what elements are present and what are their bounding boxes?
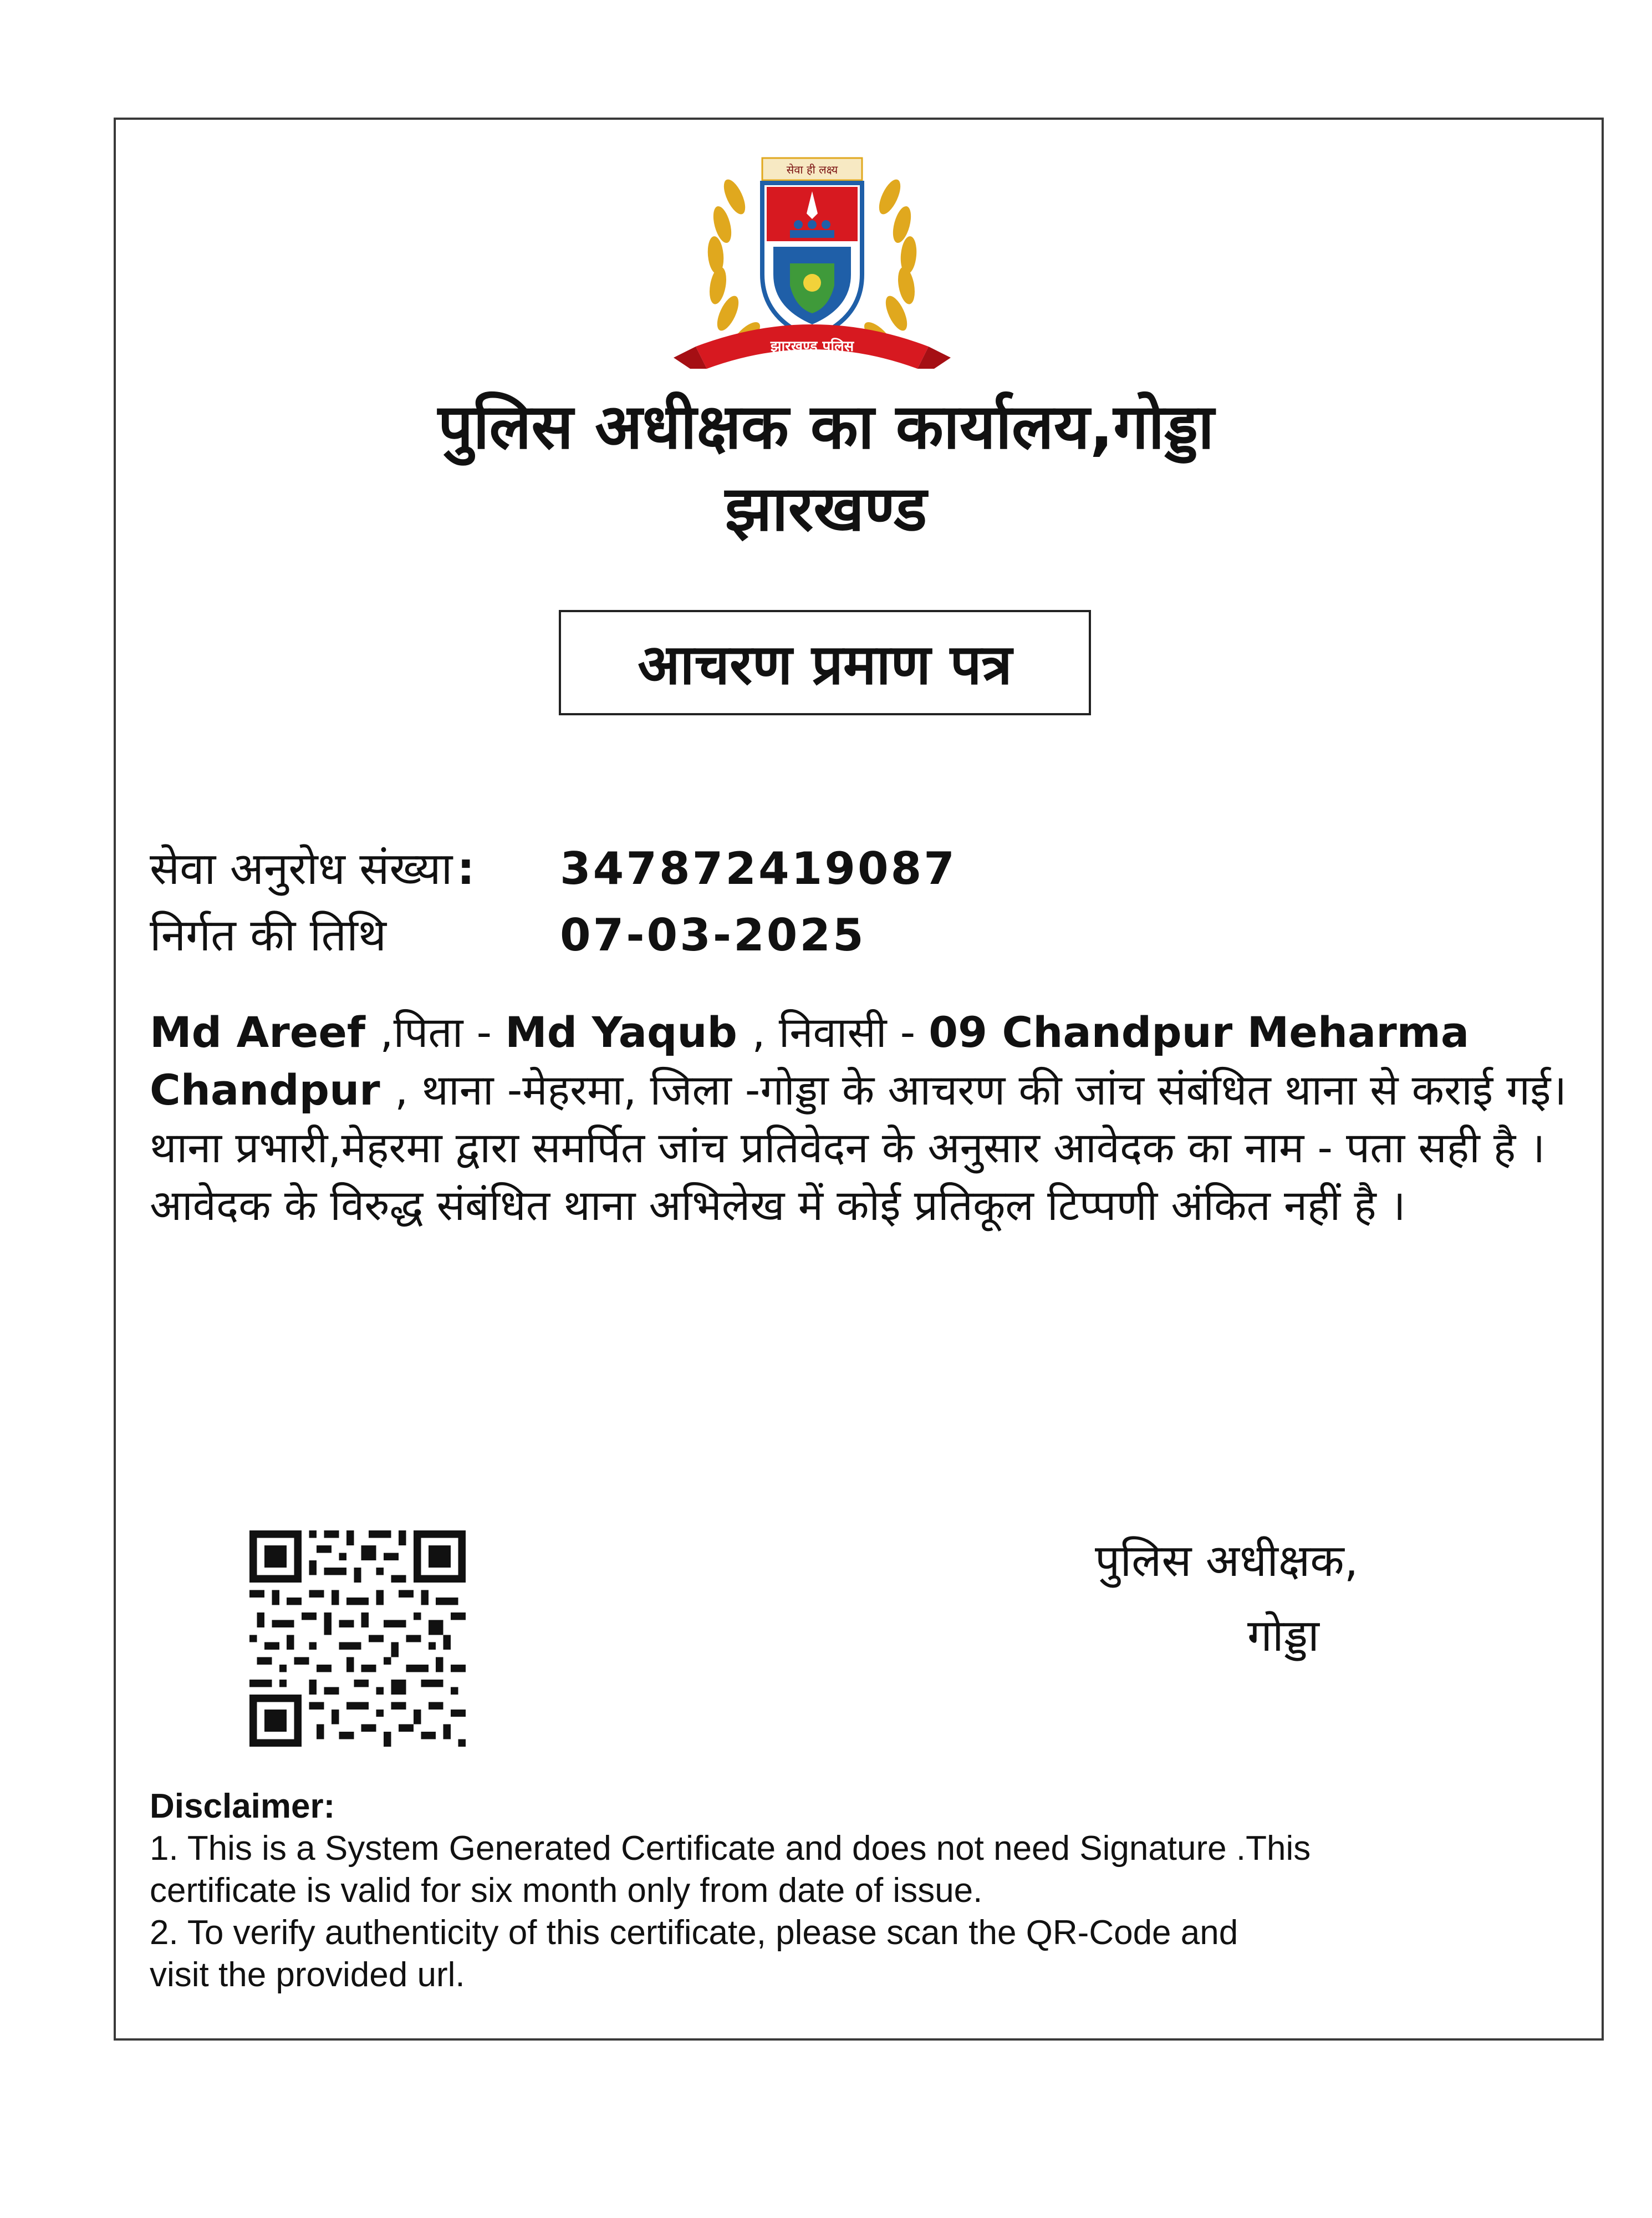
disclaimer-line: 1. This is a System Generated Certificate and does not need Signature .This — [150, 1829, 1311, 1868]
certificate-body — [150, 1004, 1569, 1234]
disclaimer-line: certificate is valid for six month only from date of issue. — [150, 1871, 983, 1910]
service-request-row — [150, 838, 957, 899]
body-text: , थाना -मेहरमा, जिला -गोड्डा के आचरण की जांच संबंधित थाना से कराई गई। थाना प्रभारी,मेहरमा द्वारा समर्पित जांच प्रतिवेदन के अनुसार आवेदक का नाम - पता सही है । आवेदक के विरुद्ध संबंधित थाना अभिलेख में कोई प्रतिकूल टिप्पणी अंकित नहीं है । — [150, 1065, 1567, 1230]
office-title: पुलिस अधीक्षक का कार्यालय,गोड्डा — [437, 391, 1215, 463]
father-label: ,पिता - — [380, 1008, 506, 1057]
signatory-title: पुलिस अधीक्षक, — [1095, 1535, 1359, 1586]
svg-text:सेवा ही लक्ष्य: सेवा ही लक्ष्य — [786, 163, 838, 176]
applicant-address: 09 Chandpur Meharma Chandpur — [150, 1008, 1470, 1115]
disclaimer-line: visit the provided url. — [150, 1956, 465, 1994]
father-name: Md Yaqub — [505, 1008, 752, 1057]
office-state: झारखण्ड — [725, 473, 927, 545]
disclaimer-line: 2. To verify authenticity of this certificate, please scan the QR-Code and — [150, 1914, 1238, 1952]
service-request-label: सेवा अनुरोध संख्या — [150, 843, 453, 894]
certificate-title: आचरण प्रमाण पत्र — [638, 632, 1012, 697]
signatory-location: गोड्डा — [1247, 1610, 1319, 1661]
service-request-number: 347872419087 — [560, 843, 957, 894]
disclaimer — [150, 1785, 1580, 1996]
disclaimer-heading: Disclaimer: — [150, 1787, 335, 1825]
certificate-title-box — [559, 610, 1091, 715]
resident-label: , निवासी - — [752, 1008, 929, 1057]
qr-code-icon[interactable] — [249, 1530, 466, 1747]
applicant-name: Md Areef — [150, 1008, 380, 1057]
issue-date-label: निर्गत की तिथि — [150, 909, 386, 961]
svg-text:झारखण्ड पुलिस: झारखण्ड पुलिस — [770, 338, 854, 355]
issue-date-value: 07-03-2025 — [560, 909, 866, 961]
service-request-colon: : — [457, 843, 475, 894]
jharkhand-police-emblem — [662, 136, 962, 402]
issue-date-row — [150, 905, 866, 966]
